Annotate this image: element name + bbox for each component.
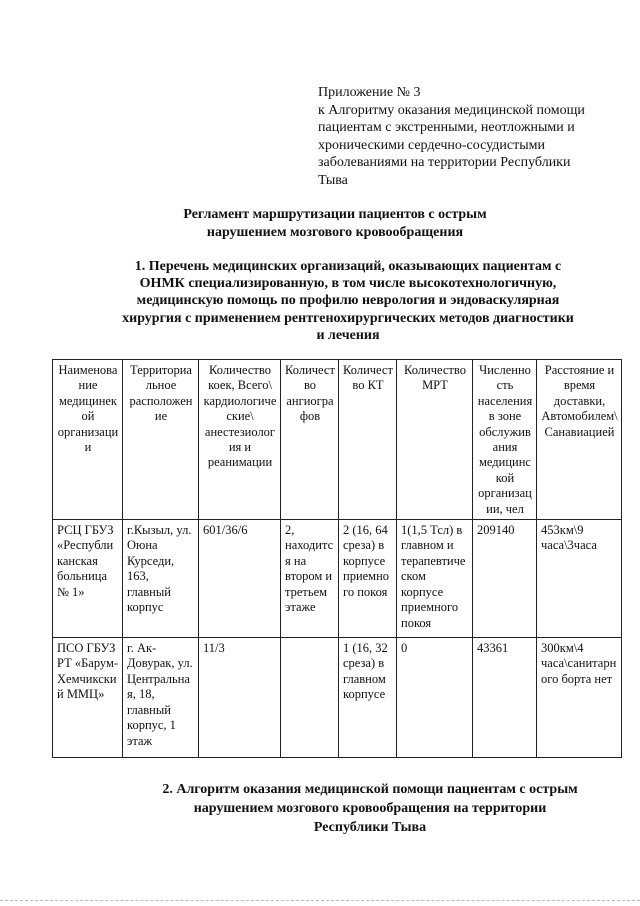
document-title	[150, 206, 520, 242]
cell-mri: 0	[397, 638, 473, 758]
table-row	[53, 520, 622, 638]
header-mri-count: Количество МРТ	[397, 360, 473, 520]
cell-mri: 1(1,5 Тсл) в главном и терапевтическом корпусе приемного покоя	[397, 520, 473, 638]
header-ct-count: Количество КТ	[339, 360, 397, 520]
header-location: Территориальное расположение	[123, 360, 199, 520]
cell-angiographs	[281, 638, 339, 758]
appendix-line: хроническими сердечно-сосудистыми	[318, 137, 545, 153]
header-population: Численность населения в зоне обслуживания медицинской организации, чел	[473, 360, 537, 520]
section-2-heading	[130, 780, 610, 837]
section-2-line: 2. Алгоритм оказания медицинской помощи пациентам с острым	[162, 782, 578, 797]
appendix-line: Тыва	[318, 172, 348, 188]
cell-ct: 2 (16, 64 среза) в корпусе приемного покоя	[339, 520, 397, 638]
cell-distance: 453км\9 часа\3часа	[537, 520, 622, 638]
section-2-line: нарушением мозгового кровообращения на территории	[193, 801, 547, 816]
cell-population: 43361	[473, 638, 537, 758]
cell-location: г. Ак-Довурак, ул. Центральная, 18, главный корпус, 1 этаж	[123, 638, 199, 758]
section-1-line: медицинскую помощь по профилю неврология и эндоваскулярная	[136, 293, 560, 309]
cell-distance: 300км\4 часа\санитарного борта нет	[537, 638, 622, 758]
table-row	[53, 638, 622, 758]
title-line: Регламент маршрутизации пациентов с острым	[183, 207, 487, 222]
section-1-line: хирургия с применением рентгенохирургических методов диагностики	[122, 310, 574, 326]
cell-location: г.Кызыл, ул. Оюна Курседи, 163, главный корпус	[123, 520, 199, 638]
cell-organization: ПСО ГБУЗ РТ «Барум-Хемчикский ММЦ»	[53, 638, 123, 758]
section-2-line: Республики Тыва	[313, 820, 427, 835]
section-1-line: и лечения	[316, 327, 380, 343]
appendix-note	[318, 84, 618, 190]
cell-beds: 11/3	[199, 638, 281, 758]
section-1-line: 1. Перечень медицинских организаций, оказывающих пациентам с	[134, 259, 562, 274]
appendix-line: заболеваниями на территории Республики	[318, 155, 571, 171]
appendix-line: Приложение № 3	[318, 85, 421, 100]
cell-beds: 601/36/6	[199, 520, 281, 638]
page-bottom-edge	[0, 900, 640, 901]
cell-ct: 1 (16, 32 среза) в главном корпусе	[339, 638, 397, 758]
title-line: нарушением мозгового кровообращения	[206, 225, 464, 240]
section-1-heading	[88, 258, 608, 344]
cell-population: 209140	[473, 520, 537, 638]
table-header-row	[53, 360, 622, 520]
cell-organization: РСЦ ГБУЗ «Республиканская больница № 1»	[53, 520, 123, 638]
appendix-line: пациентам с экстренными, неотложными и	[318, 120, 575, 136]
medical-organizations-table	[52, 359, 622, 758]
header-organization-name: Наименование медицинекой организации	[53, 360, 123, 520]
header-distance-time: Расстояние и время доставки, Автомобилем\ Санавиацией	[537, 360, 622, 520]
header-angiograph-count: Количество ангиографов	[281, 360, 339, 520]
section-1-line: ОНМК специализированную, в том числе высокотехнологичную,	[139, 276, 557, 292]
cell-angiographs: 2, находится на втором и третьем этаже	[281, 520, 339, 638]
appendix-line: к Алгоритму оказания медицинской помощи	[318, 102, 585, 118]
header-bed-count: Количество коек, Всего\ кардиологические\ анестезиология и реанимации	[199, 360, 281, 520]
